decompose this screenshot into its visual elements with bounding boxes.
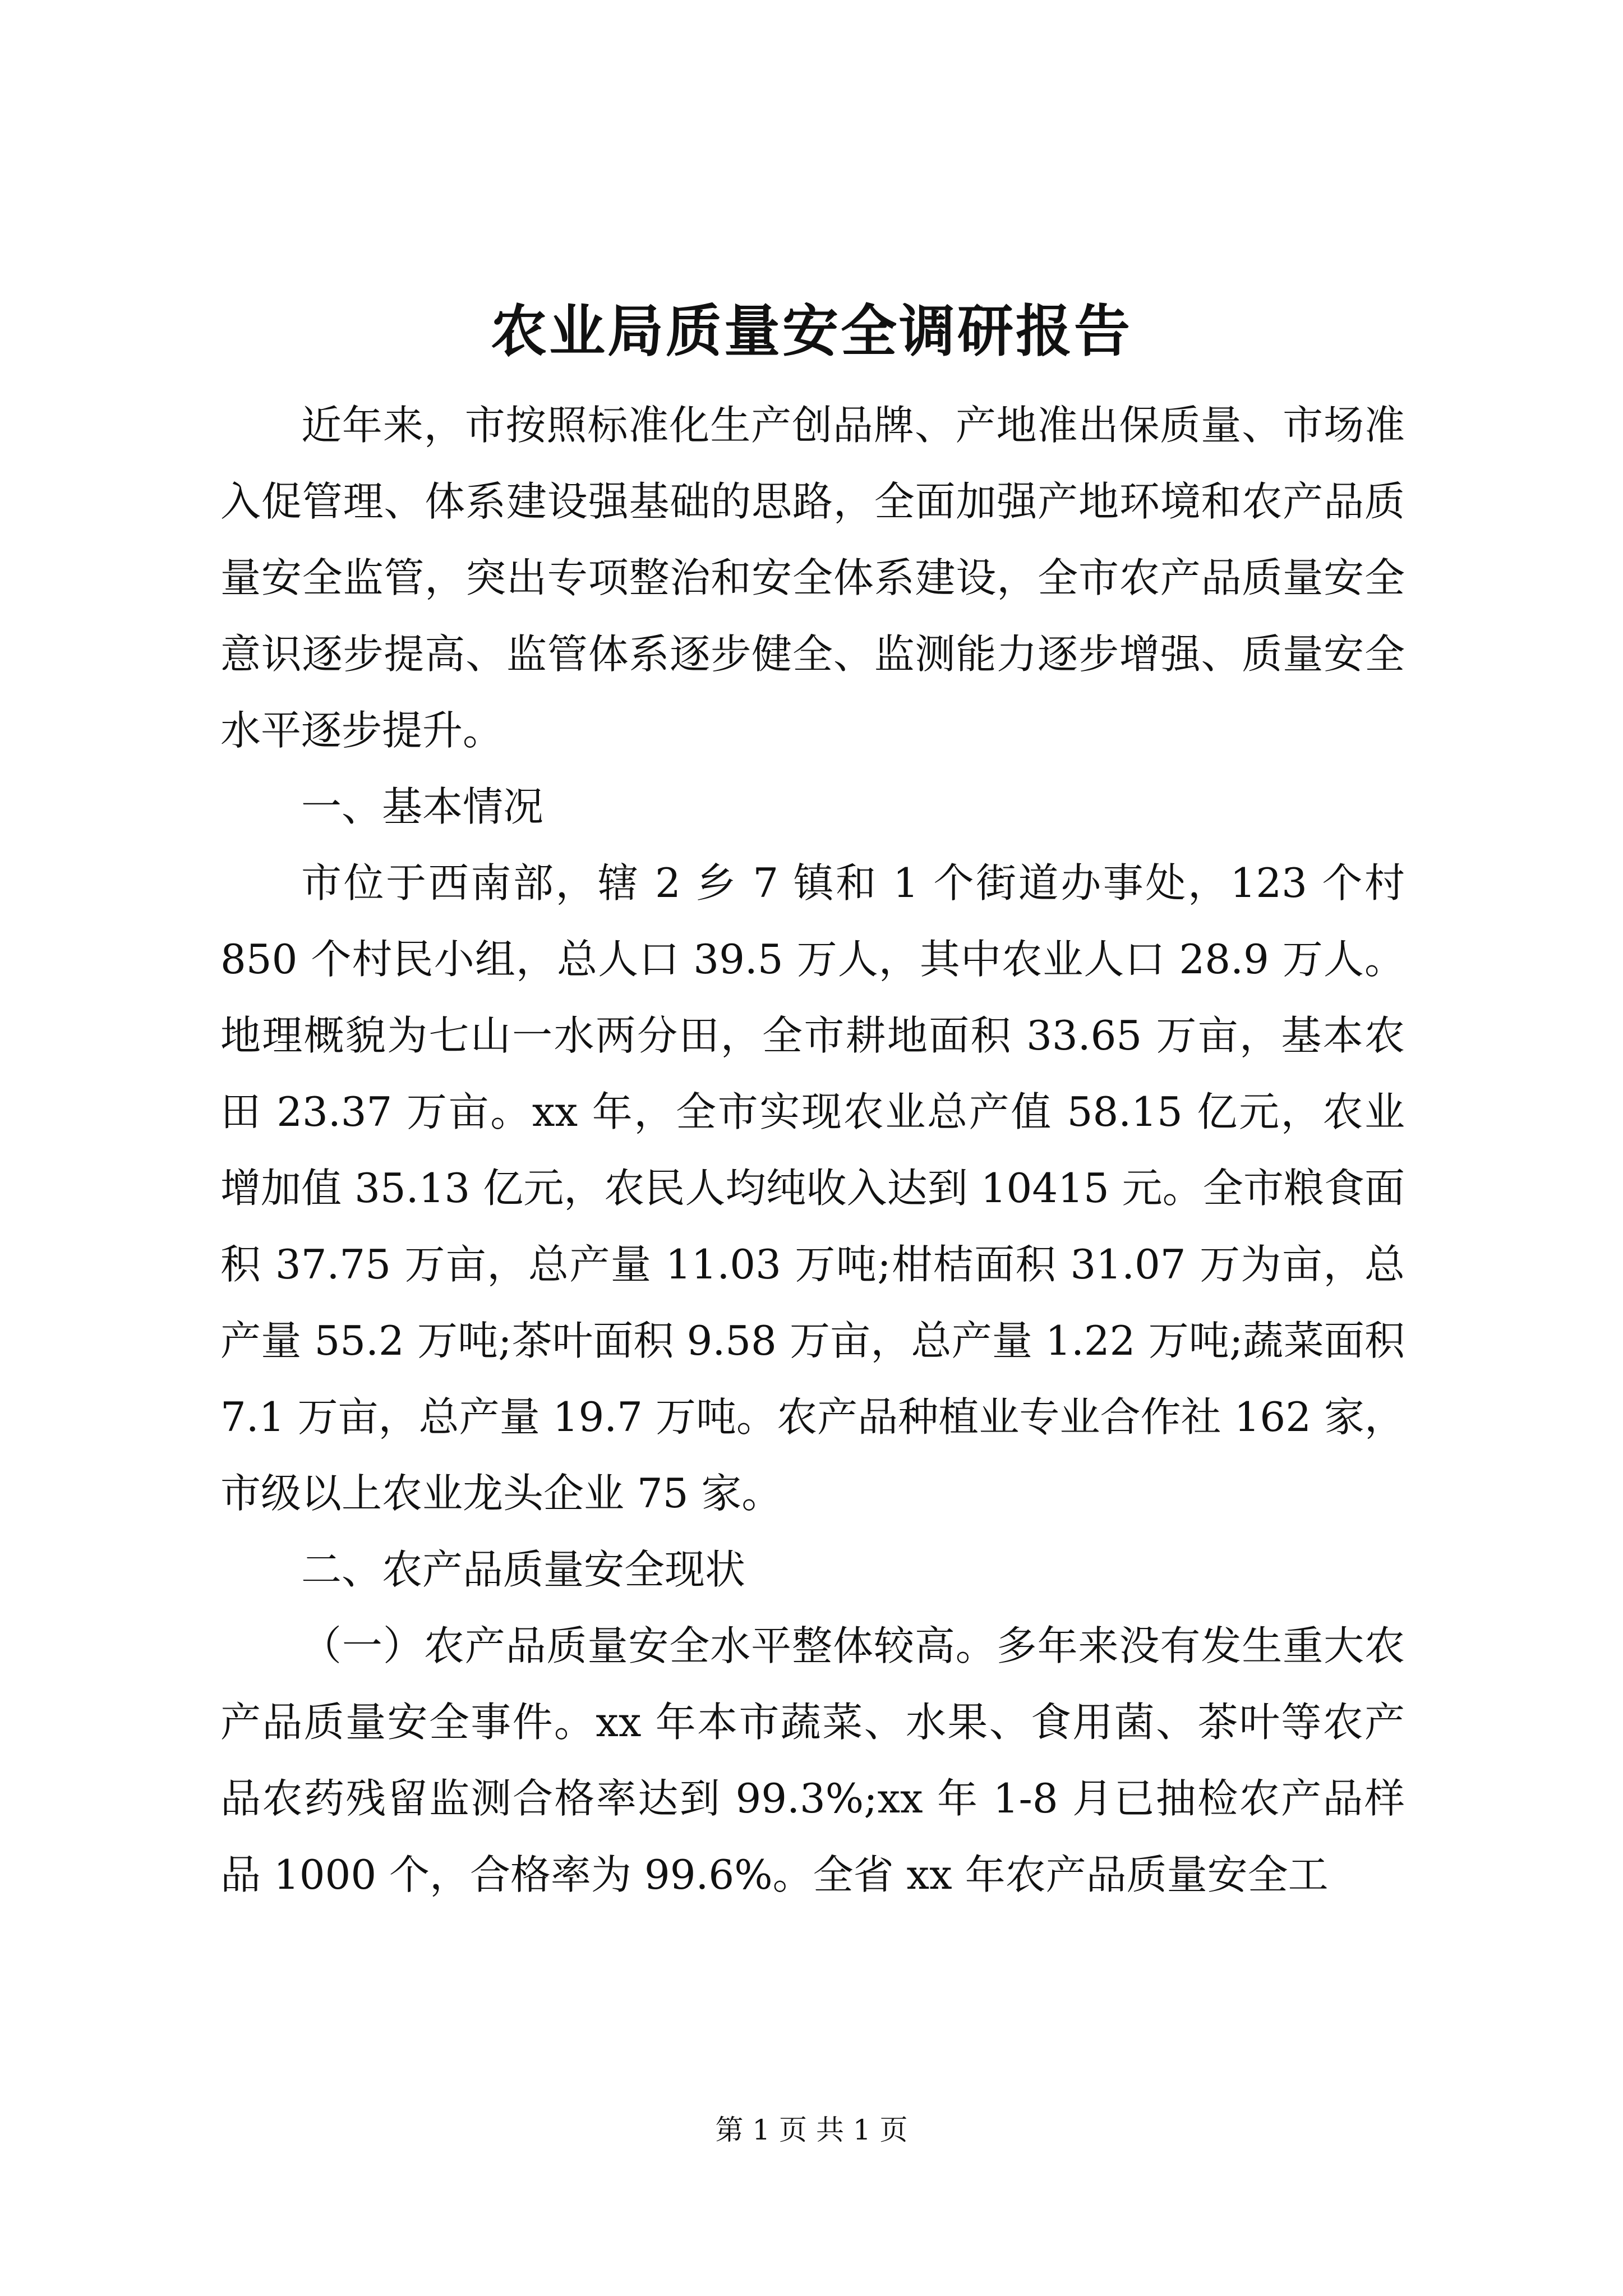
document-title: 农业局质量安全调研报告 — [491, 298, 1132, 364]
section-heading-quality-status: 二、农产品质量安全现状 — [301, 1546, 746, 1593]
section-heading-basic-situation: 一、基本情况 — [301, 783, 544, 830]
paragraph-basic-situation: 市位于西南部，辖 2 乡 7 镇和 1 个街道办事处，123 个村 850 个村民小组，总人口 39.5 万人，其中农业人口 28.9 万人。地理概貌为七山一水两分田，全市耕地面积 33.65 万亩，基本农田 23.37 万亩。xx 年，全市实现农业总产值 58.15 亿元，农业增加值 35.13 亿元，农民人均纯收入达到 10415 元。全市粮食面积 37.75 万亩，总产量 11.03 万吨;柑桔面积 31.07 万为亩，总产量 55.2 万吨;茶叶面积 9.58 万亩，总产量 1.22 万吨;蔬菜面积 7.1 万亩，总产量 19.7 万吨。农产品种植业专业合作社 162 家，市级以上农业龙头企业 75 家。 — [220, 859, 1405, 1517]
document-body — [220, 387, 1405, 1913]
paragraph-quality-level: （一）农产品质量安全水平整体较高。多年来没有发生重大农产品质量安全事件。xx 年本市蔬菜、水果、食用菌、茶叶等农产品农药残留监测合格率达到 99.3%;xx 年 1-8 月已抽检农产品样品 1000 个，合格率为 99.6%。全省 xx 年农产品质量安全工 — [220, 1622, 1405, 1898]
paragraph-intro: 近年来，市按照标准化生产创品牌、产地准出保质量、市场准入促管理、体系建设强基础的思路，全面加强产地环境和农产品质量安全监管，突出专项整治和安全体系建设，全市农产品质量安全意识逐步提高、监管体系逐步健全、监测能力逐步增强、质量安全水平逐步提升。 — [220, 402, 1405, 754]
page-footer: 第 1 页 共 1 页 — [715, 2114, 908, 2146]
